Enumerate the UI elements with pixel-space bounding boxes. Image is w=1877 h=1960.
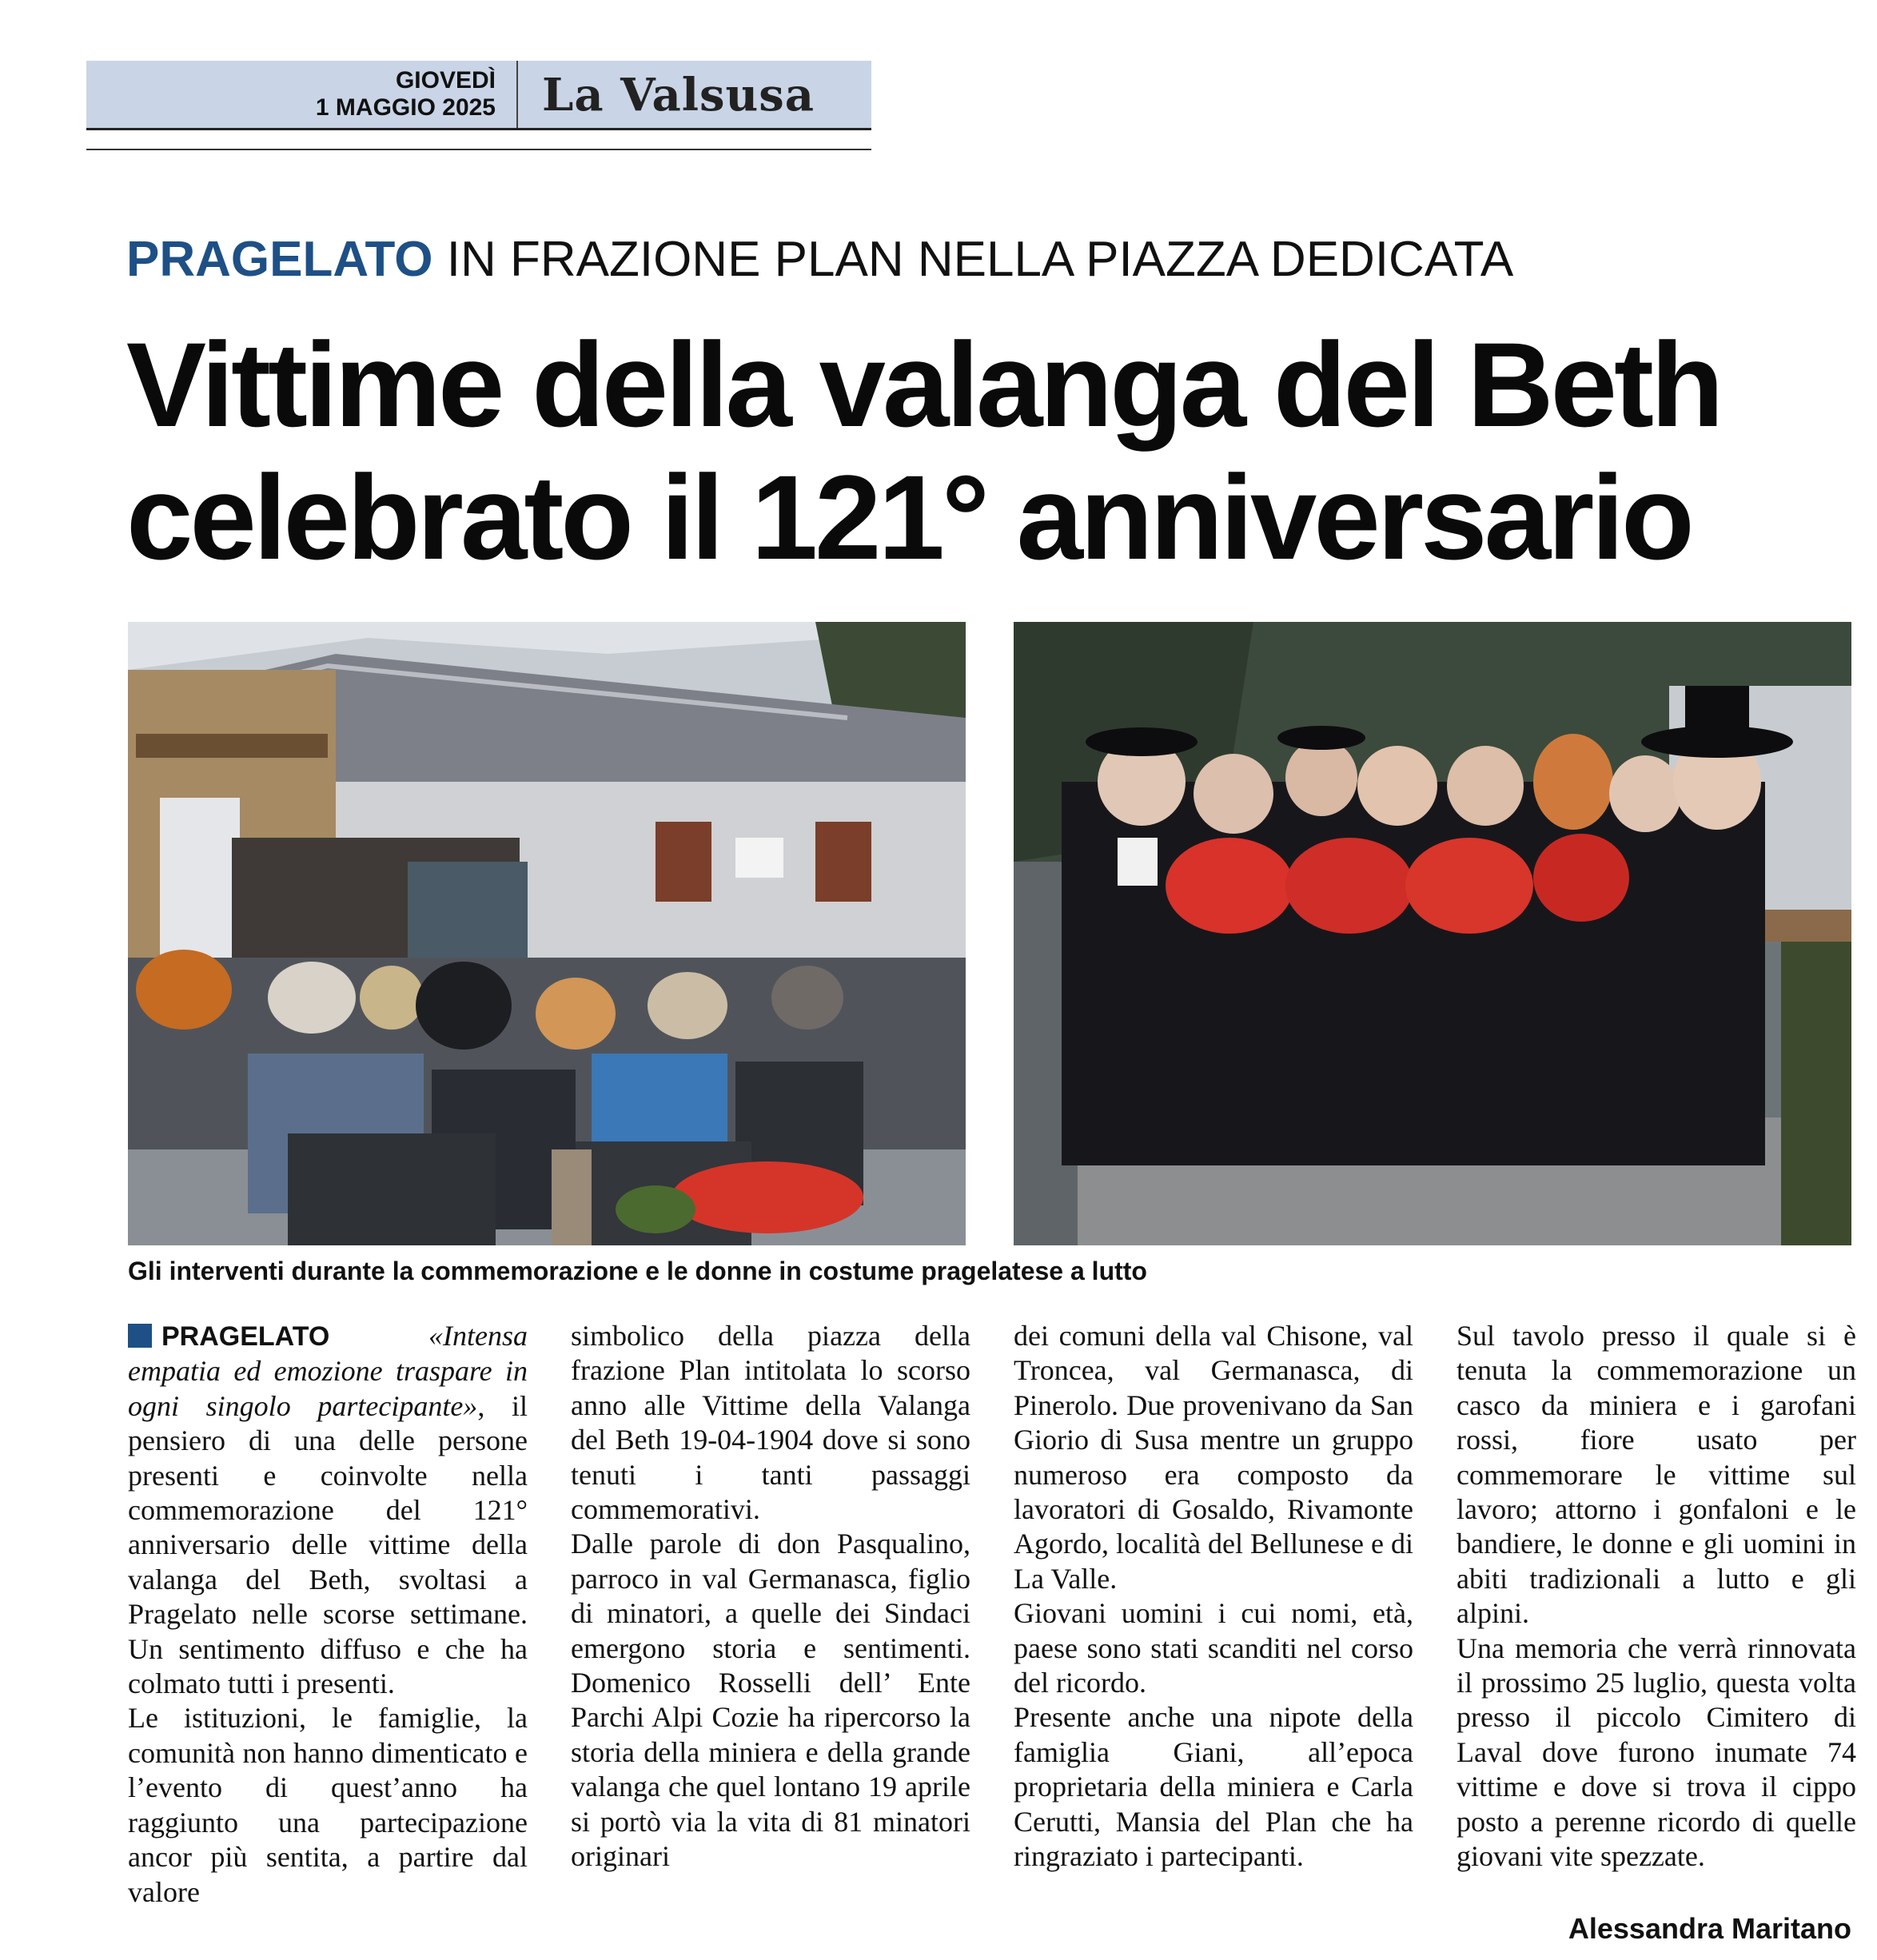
masthead-rule <box>86 149 871 150</box>
article-text: , il pensiero di una delle persone presenti e coinvolte nella commemorazione del 121° anniversario delle vittime della valanga del Beth, svoltasi a Pragelato nelle scorse settimane. Un sentimento diffuso e che ha colmato tutti i presenti. <box>128 1389 528 1700</box>
article-paragraph: Sul tavolo presso il quale si è tenuta la commemorazione un casco da miniera e i garofani rossi, fiore usato per commemorare le vittime sul lavoro; attorno i gonfaloni e le bandiere, le donne e gli uomini in abiti tradizionali a lutto e gli alpini. <box>1457 1320 1856 1630</box>
article-paragraph: dei comuni della val Chisone, val Troncea, val Germanasca, di Pinerolo. Due provenivano da San Giorio di Susa mentre un gruppo numeroso era composto da lavoratori di Gosaldo, Rivamonte Agordo, località del Bellunese e di La Valle. <box>1014 1320 1413 1595</box>
article-paragraph: Giovani uomini i cui nomi, età, paese sono stati scanditi nel corso del ricordo. <box>1014 1597 1413 1699</box>
article-column-3 <box>1014 1319 1413 1874</box>
newspaper-name: La Valsusa <box>542 69 815 122</box>
article-paragraph: Le istituzioni, le famiglie, la comunità non hanno dimenticato e l’evento di quest’anno ha raggiunto una partecipazione ancor più sentita, a partire dal valore <box>128 1702 528 1908</box>
article-paragraph: Presente anche una nipote della famiglia Giani, all’epoca proprietaria della miniera e Carla Cerutti, Mansia del Plan che ha ringraziato i partecipanti. <box>1014 1701 1413 1873</box>
section-marker <box>128 1324 152 1348</box>
headline-line-1: Vittime della valanga del Beth <box>126 317 1721 452</box>
article-column-1 <box>128 1319 528 1910</box>
byline: Alessandra Maritano <box>1568 1912 1851 1945</box>
article-quote: «Intensa empatia ed emozione traspare in ogni singolo partecipante» <box>128 1320 528 1422</box>
article-paragraph: Una memoria che verrà rinnovata il prossimo 25 luglio, questa volta presso il piccolo Cimitero di Laval dove furono inumate 74 vittime e dove si trova il cippo posto a perenne ricordo di quelle giovani vite spezzate. <box>1457 1631 1856 1873</box>
photo-costumes-image <box>1014 622 1851 1245</box>
headline-line-2: celebrato il 121° anniversario <box>126 450 1692 584</box>
masthead-divider <box>516 61 518 128</box>
photo-costumes <box>1014 622 1851 1245</box>
issue-date <box>86 67 496 122</box>
issue-full-date: 1 MAGGIO 2025 <box>315 94 496 121</box>
article-paragraph: Dalle parole di don Pasqualino, parroco in val Germanasca, figlio di minatori, a quelle dei Sindaci emergono storia e sentimenti. Domenico Rosselli dell’ Ente Parchi Alpi Cozie ha ripercorso la storia della miniera e della grande valanga che quel lontano 19 aprile si portò via la vita di 81 minatori originari <box>571 1528 970 1873</box>
kicker-text: IN FRAZIONE PLAN NELLA PIAZZA DEDICATA <box>446 232 1514 287</box>
kicker <box>126 232 1513 288</box>
article-column-4 <box>1457 1319 1856 1874</box>
dateline: PRAGELATO <box>161 1321 330 1352</box>
article-column-2 <box>571 1319 970 1874</box>
article-paragraph: simbolico della piazza della frazione Plan intitolata lo scorso anno alle Vittime della Valanga del Beth 19-04-1904 dove si sono tenuti i tanti passaggi commemorativi. <box>571 1320 970 1526</box>
headline <box>126 318 1845 584</box>
photo-ceremony <box>128 622 966 1245</box>
masthead <box>86 61 871 130</box>
issue-day: GIOVEDÌ <box>395 67 496 94</box>
photo-ceremony-image <box>128 622 966 1245</box>
kicker-place: PRAGELATO <box>126 232 433 287</box>
photo-caption: Gli interventi durante la commemorazione e le donne in costume pragelatese a lutto <box>128 1257 1147 1285</box>
article-paragraph <box>128 1319 528 1701</box>
